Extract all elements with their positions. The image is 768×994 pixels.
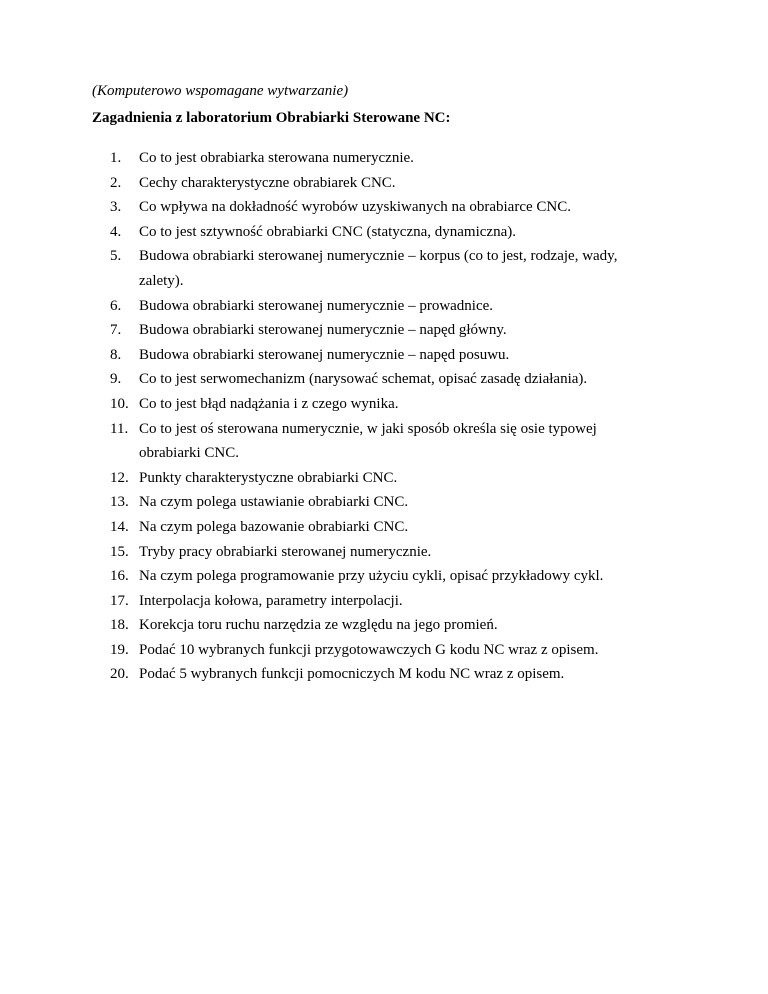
list-item <box>0 613 768 638</box>
list-item-number: 9. <box>110 371 122 388</box>
list-item-text: Budowa obrabiarki sterowanej numerycznie – korpus (co to jest, rodzaje, wady, zalety). <box>139 248 618 289</box>
list-item <box>0 171 768 196</box>
list-item-number: 8. <box>110 346 122 363</box>
document-subtitle: (Komputerowo wspomagane wytwarzanie) <box>92 83 349 99</box>
list-item <box>0 417 768 466</box>
list-item <box>0 367 768 392</box>
list-item-text: Budowa obrabiarki sterowanej numerycznie – napęd główny. <box>139 322 507 339</box>
list-item-number: 16. <box>110 568 129 585</box>
list-item <box>0 564 768 589</box>
list-item-text: Co to jest oś sterowana numerycznie, w jaki sposób określa się osie typowej obrabiarki CNC. <box>139 420 597 462</box>
list-item-number: 5. <box>110 248 122 265</box>
list-item-number: 17. <box>110 592 129 609</box>
list-item <box>0 466 768 491</box>
list-item <box>0 146 768 171</box>
list-item-number: 14. <box>110 518 129 535</box>
list-item-text: Cechy charakterystyczne obrabiarek CNC. <box>139 174 396 191</box>
list-item <box>0 220 768 245</box>
list-item-text: Budowa obrabiarki sterowanej numerycznie – napęd posuwu. <box>139 346 510 363</box>
list-item-number: 4. <box>110 223 122 240</box>
list-item <box>0 515 768 540</box>
list-item <box>0 318 768 343</box>
list-item <box>0 195 768 220</box>
list-item <box>0 540 768 565</box>
list-item-number: 13. <box>110 494 129 511</box>
list-item-number: 18. <box>110 617 129 634</box>
list-item <box>0 392 768 417</box>
list-item-number: 20. <box>110 666 129 683</box>
list-item-number: 7. <box>110 322 122 339</box>
list-item-number: 2. <box>110 174 122 191</box>
question-list <box>0 146 768 687</box>
list-item-number: 1. <box>110 150 122 166</box>
list-item <box>0 589 768 614</box>
list-item-text: Na czym polega bazowanie obrabiarki CNC. <box>139 518 409 535</box>
list-item-number: 12. <box>110 469 129 486</box>
list-item-text: Co wpływa na dokładność wyrobów uzyskiwanych na obrabiarce CNC. <box>139 199 571 216</box>
list-item-text: Podać 10 wybranych funkcji przygotowawczych G kodu NC wraz z opisem. <box>139 641 599 658</box>
list-item-text: Na czym polega ustawianie obrabiarki CNC. <box>139 494 409 511</box>
list-item-text: Na czym polega programowanie przy użyciu cykli, opisać przykładowy cykl. <box>139 568 604 585</box>
list-item-number: 3. <box>110 199 122 216</box>
list-item-number: 10. <box>110 395 129 412</box>
list-item-text: Budowa obrabiarki sterowanej numerycznie – prowadnice. <box>139 297 494 314</box>
list-item-number: 15. <box>110 543 129 560</box>
list-item <box>0 490 768 515</box>
list-item-text: Korekcja toru ruchu narzędzia ze względu na jego promień. <box>139 617 498 634</box>
list-item <box>0 638 768 663</box>
document-title: Zagadnienia z laboratorium Obrabiarki Sterowane NC: <box>92 110 451 126</box>
list-item <box>0 294 768 319</box>
list-item <box>0 662 768 687</box>
list-item <box>0 343 768 368</box>
list-item-text: Tryby pracy obrabiarki sterowanej numerycznie. <box>139 543 432 560</box>
list-item-text: Co to jest serwomechanizm (narysować schemat, opisać zasadę działania). <box>139 371 588 388</box>
list-item-number: 6. <box>110 297 122 314</box>
list-item-text: Podać 5 wybranych funkcji pomocniczych M kodu NC wraz z opisem. <box>139 666 565 683</box>
list-item-number: 19. <box>110 641 129 658</box>
list-item-number: 11. <box>110 420 129 437</box>
list-item-text: Co to jest sztywność obrabiarki CNC (statyczna, dynamiczna). <box>139 223 516 240</box>
list-item-text: Interpolacja kołowa, parametry interpolacji. <box>139 592 403 609</box>
list-item-text: Co to jest obrabiarka sterowana numerycznie. <box>139 150 414 166</box>
list-item-text: Co to jest błąd nadążania i z czego wynika. <box>139 395 399 412</box>
list-item-text: Punkty charakterystyczne obrabiarki CNC. <box>139 469 398 486</box>
list-item <box>0 244 768 293</box>
